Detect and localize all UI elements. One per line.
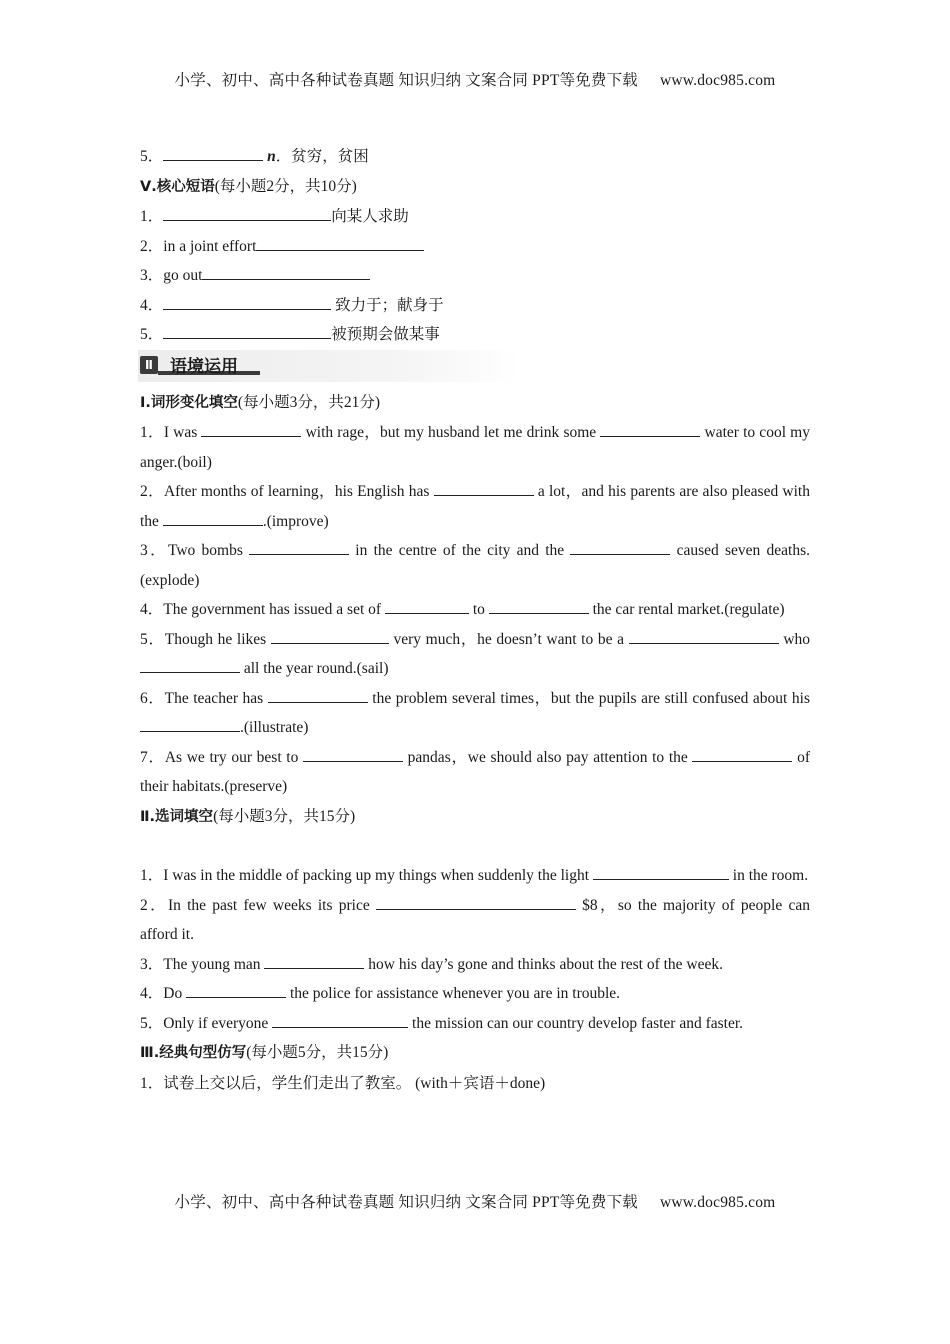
phrase-item-2: 2．in a joint effort (140, 232, 810, 262)
answer-blank[interactable] (268, 687, 368, 703)
answer-blank[interactable] (163, 205, 331, 221)
phrase-item-1: 1． 向某人求助 (140, 202, 810, 232)
answer-blank[interactable] (163, 323, 331, 339)
question-ii-5: 5．Only if everyone the mission can our country develop faster and faster. (140, 1009, 810, 1039)
phrase-item-4: 4． 致力于；献身于 (140, 291, 810, 321)
answer-blank[interactable] (163, 510, 263, 526)
question-ii-4: 4．Do the police for assistance whenever you are in trouble. (140, 979, 810, 1009)
answer-blank[interactable] (163, 294, 331, 310)
answer-blank[interactable] (249, 539, 349, 555)
answer-blank[interactable] (140, 716, 240, 732)
banner-title: 语境运用 (170, 356, 238, 377)
header-text: 小学、初中、高中各种试卷真题 知识归纳 文案合同 PPT等免费下载 (174, 72, 638, 89)
answer-blank[interactable] (140, 657, 240, 673)
worksheet-content (140, 142, 810, 1098)
question-i-6: 6．The teacher has the problem several times，but the pupils are still confused about his .(illustrate) (140, 684, 810, 743)
question-i-1: 1．I was with rage，but my husband let me drink some water to cool my anger.(boil) (140, 418, 810, 477)
answer-blank[interactable] (202, 264, 370, 280)
vocab-item-5: 5． n．贫穷，贫困 (140, 142, 810, 172)
answer-blank[interactable] (385, 598, 469, 614)
answer-blank[interactable] (489, 598, 589, 614)
question-i-5: 5．Though he likes very much，he doesn’t want to be a who all the year round.(sail) (140, 625, 810, 684)
question-ii-3: 3．The young man how his day’s gone and thinks about the rest of the week. (140, 950, 810, 980)
question-i-3: 3．Two bombs in the centre of the city and the caused seven deaths.(explode) (140, 536, 810, 595)
header-url[interactable]: www.doc985.com (659, 72, 776, 89)
question-i-7: 7．As we try our best to pandas，we should also pay attention to the of their habitats.(preserve) (140, 743, 810, 802)
answer-blank[interactable] (163, 145, 263, 161)
answer-blank[interactable] (186, 982, 286, 998)
answer-blank[interactable] (256, 235, 424, 251)
question-ii-1: 1．I was in the middle of packing up my things when suddenly the light in the room. (140, 861, 810, 891)
answer-blank[interactable] (201, 421, 301, 437)
footer-url[interactable]: www.doc985.com (659, 1194, 776, 1211)
page-header (0, 68, 950, 90)
answer-blank[interactable] (593, 864, 729, 880)
answer-blank[interactable] (272, 1012, 408, 1028)
part-ii-title: Ⅱ.选词填空(每小题3分，共15分) (140, 807, 356, 825)
section-banner (138, 350, 520, 382)
answer-blank[interactable] (303, 746, 403, 762)
phrase-item-3: 3．go out (140, 261, 810, 291)
answer-blank[interactable] (264, 953, 364, 969)
answer-blank[interactable] (434, 480, 534, 496)
answer-blank[interactable] (271, 628, 389, 644)
part-iii-title: Ⅲ.经典句型仿写(每小题5分，共15分) (140, 1044, 389, 1061)
question-iii-1: 1．试卷上交以后，学生们走出了教室。 (with＋宾语＋done) (140, 1074, 546, 1092)
section-v-title: Ⅴ.核心短语(每小题2分，共10分) (140, 177, 357, 195)
answer-blank[interactable] (629, 628, 779, 644)
answer-blank[interactable] (600, 421, 700, 437)
question-i-4: 4．The government has issued a set of to the car rental market.(regulate) (140, 595, 810, 625)
footer-text: 小学、初中、高中各种试卷真题 知识归纳 文案合同 PPT等免费下载 (174, 1194, 638, 1211)
answer-blank[interactable] (692, 746, 792, 762)
question-ii-2: 2．In the past few weeks its price $8，so the majority of people can afford it. (140, 891, 810, 950)
question-i-2: 2．After months of learning，his English has a lot，and his parents are also pleased with the .(improve) (140, 477, 810, 536)
roman-numeral-icon: Ⅱ (140, 356, 158, 374)
phrase-item-5: 5． 被预期会做某事 (140, 320, 810, 350)
part-i-title: Ⅰ.词形变化填空(每小题3分，共21分) (140, 393, 380, 411)
page-footer (0, 1190, 950, 1212)
answer-blank[interactable] (376, 894, 576, 910)
answer-blank[interactable] (570, 539, 670, 555)
